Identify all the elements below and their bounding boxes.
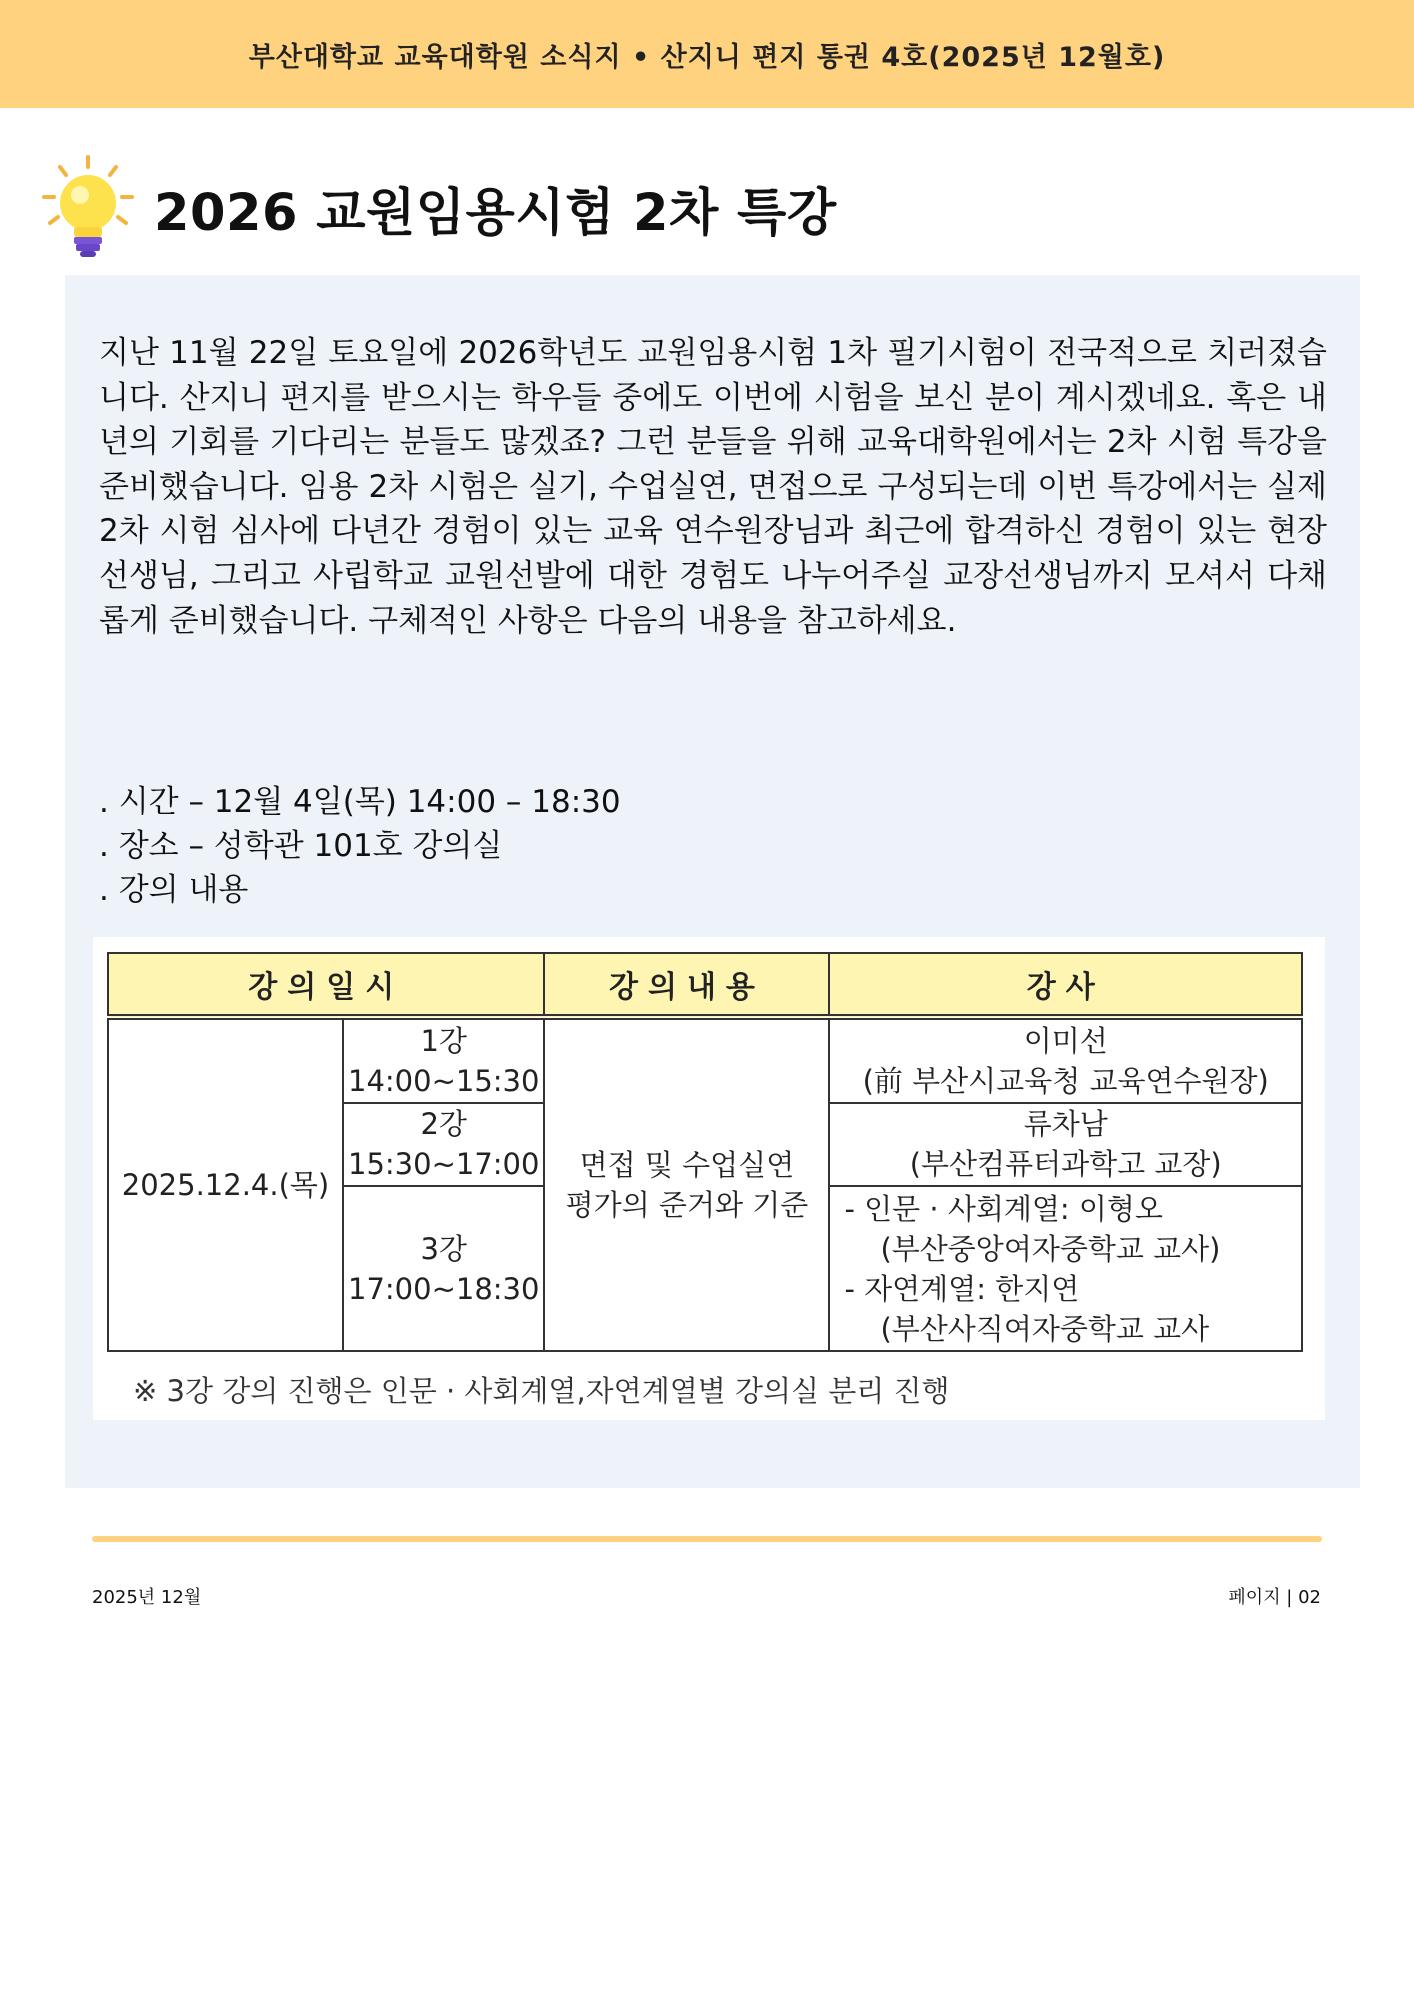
lecturer-2-name: 류차남 (1023, 1107, 1108, 1142)
header-lecturer: 강사 (829, 953, 1302, 1017)
lecturer-1-name: 이미선 (1023, 1023, 1108, 1058)
lecturer-3-line1: - 인문 · 사회계열: 이형오 (844, 1191, 1163, 1226)
info-list (99, 780, 1299, 912)
session-1-name: 1강 (420, 1023, 467, 1058)
session-3-name: 3강 (420, 1231, 467, 1266)
schedule-image (93, 937, 1325, 1420)
info-place: . 장소 – 성학관 101호 강의실 (99, 828, 503, 864)
lecturer-1 (829, 1017, 1302, 1103)
session-3-time: 17:00~18:30 (348, 1271, 540, 1306)
schedule-note: ※ 3강 강의 진행은 인문 · 사회계열,자연계열별 강의실 분리 진행 (133, 1374, 950, 1408)
header-band (0, 0, 1414, 108)
header-datetime: 강의일시 (108, 953, 544, 1017)
session-1 (343, 1017, 544, 1103)
info-time: . 시간 – 12월 4일(목) 14:00 – 18:30 (99, 784, 621, 820)
info-content: . 강의 내용 (99, 872, 249, 908)
lecture-date: 2025.12.4.(목) (108, 1017, 343, 1351)
lightbulb-icon (40, 153, 136, 263)
page-number: 페이지 | 02 (1228, 1587, 1321, 1608)
lecturer-3 (829, 1186, 1302, 1351)
schedule-table (107, 952, 1303, 1352)
session-2 (343, 1103, 544, 1187)
lecturer-3-line4: (부산사직여자중학교 교사 (880, 1311, 1210, 1346)
title-row (40, 148, 837, 268)
lecturer-1-role: (前 부산시교육청 교육연수원장) (862, 1063, 1269, 1098)
intro-paragraph: 지난 11월 22일 토요일에 2026학년도 교원임용시험 1차 필기시험이 전국적으로 치러졌습니다. 산지니 편지를 받으시는 학우들 중에도 이번에 시험을 보신 분이 계시겠네요. 혹은 내년의 기회를 기다리는 분들도 많겠죠? 그런 분들을 위해 교육대학원에서는 2차 시험 특강을 준비했습니다. 임용 2차 시험은 실기, 수업실연, 면접으로 구성되는데 이번 특강에서는 실제 2차 시험 심사에 다년간 경험이 있는 교육 연수원장님과 최근에 합격하신 경험이 있는 현장 선생님, 그리고 사립학교 교원선발에 대한 경험도 나누어주실 교장선생님까지 모셔서 다채롭게 준비했습니다. 구체적인 사항은 다음의 내용을 참고하세요. (99, 335, 1327, 639)
table-row (108, 1017, 1302, 1103)
session-2-time: 15:30~17:00 (348, 1147, 540, 1182)
lecturer-2-role: (부산컴퓨터과학고 교장) (909, 1147, 1222, 1182)
content-panel (65, 275, 1360, 1488)
header-content: 강의내용 (544, 953, 829, 1017)
lecture-content (544, 1017, 829, 1351)
newsletter-header: 부산대학교 교육대학원 소식지 • 산지니 편지 통권 4호(2025년 12월호) (248, 41, 1166, 73)
session-1-time: 14:00~15:30 (348, 1063, 540, 1098)
session-2-name: 2강 (420, 1107, 467, 1142)
lecturer-2 (829, 1103, 1302, 1187)
lecturer-3-line2: (부산중앙여자중학교 교사) (880, 1231, 1221, 1266)
lecture-content-line1: 면접 및 수업실연 (579, 1148, 795, 1182)
lecturer-3-line3: - 자연계열: 한지연 (844, 1271, 1080, 1306)
footer-divider (92, 1536, 1322, 1542)
lecture-content-line2: 평가의 준거와 기준 (565, 1188, 809, 1222)
footer-date: 2025년 12월 (92, 1587, 202, 1608)
page-title: 2026 교원임용시험 2차 특강 (154, 184, 837, 243)
table-header-row (108, 953, 1302, 1017)
session-3 (343, 1186, 544, 1351)
